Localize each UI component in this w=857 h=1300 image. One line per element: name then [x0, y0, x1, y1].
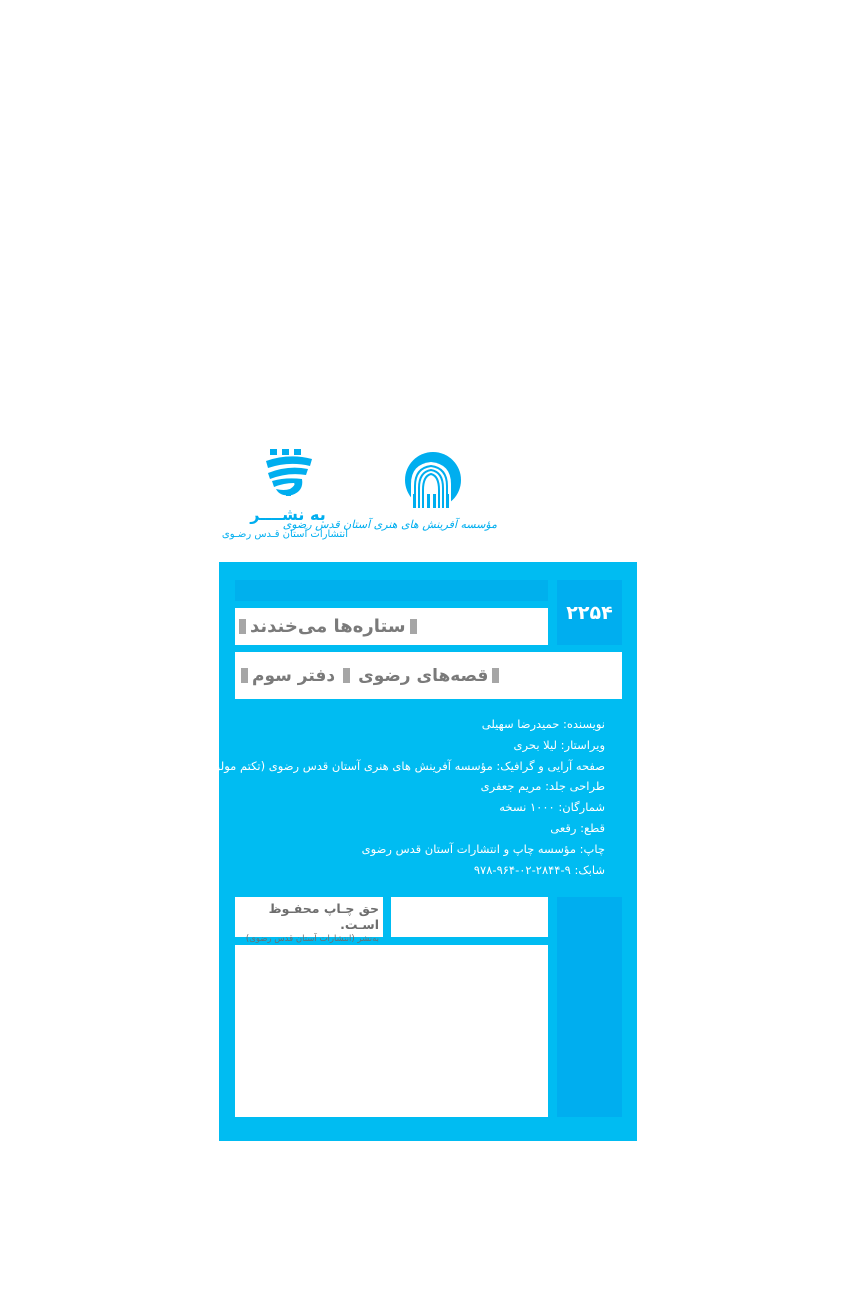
side-column	[557, 897, 622, 1117]
book-title: ستاره‌ها می‌خندند	[250, 616, 406, 637]
copyright-publisher: به‌نشر (انتشارات آستان قدس رضوی)	[245, 934, 379, 944]
title-box	[235, 608, 548, 645]
publisher-subtitle: انتشارات آستان قـدس رضـوی	[221, 529, 348, 540]
book-number-box	[557, 580, 622, 645]
marker-bar-icon	[410, 619, 417, 634]
blank-box-small	[391, 897, 548, 937]
credit-author: نویسنده: حمیدرضا سهیلی	[481, 717, 605, 731]
series-segment	[235, 666, 503, 686]
series-box	[235, 652, 622, 699]
behnashr-logo-icon	[262, 447, 316, 497]
marker-bar-icon	[343, 668, 350, 683]
credit-print-run: شمارگان: ۱۰۰۰ نسخه	[499, 800, 605, 815]
copyright-box	[235, 897, 383, 944]
credits-list	[201, 714, 605, 880]
institute-name: مؤسسه آفرینش های هنری آستان قدس رضوی	[282, 518, 497, 531]
volume-name: دفتر سوم	[252, 665, 336, 686]
copyright-notice: حق چـاپ محفـوظ اسـت.	[268, 901, 379, 932]
credit-editor: ویراستار: لیلا بحری	[513, 737, 605, 752]
credit-cover-design: طراحی جلد: مریم جعفری	[480, 779, 605, 794]
shrine-emblem-icon	[397, 450, 463, 516]
marker-bar-icon	[239, 619, 246, 634]
marker-bar-icon	[241, 668, 248, 683]
book-number: ۲۲۵۴	[566, 601, 613, 624]
credit-isbn: شابک: ۹-۲۸۴۴-۰۲-۹۶۴-۹۷۸	[473, 862, 605, 877]
marker-bar-icon	[492, 668, 499, 683]
publisher-brand-name: به نشــــر	[250, 505, 326, 524]
title-segment	[235, 616, 421, 637]
blank-box-large	[235, 945, 548, 1117]
publisher-logo	[221, 447, 348, 549]
credit-layout: صفحه آرایی و گرافیک: مؤسسه آفرینش های هنری آستان قدس رضوی (تکتم مولوی)	[201, 758, 605, 773]
series-name: قصه‌های رضوی	[358, 665, 489, 686]
credit-format: قطع: رقعی	[550, 820, 605, 835]
top-bar	[235, 580, 548, 601]
credit-printer: چاپ: مؤسسه چاپ و انتشارات آستان قدس رضوی	[361, 841, 605, 856]
